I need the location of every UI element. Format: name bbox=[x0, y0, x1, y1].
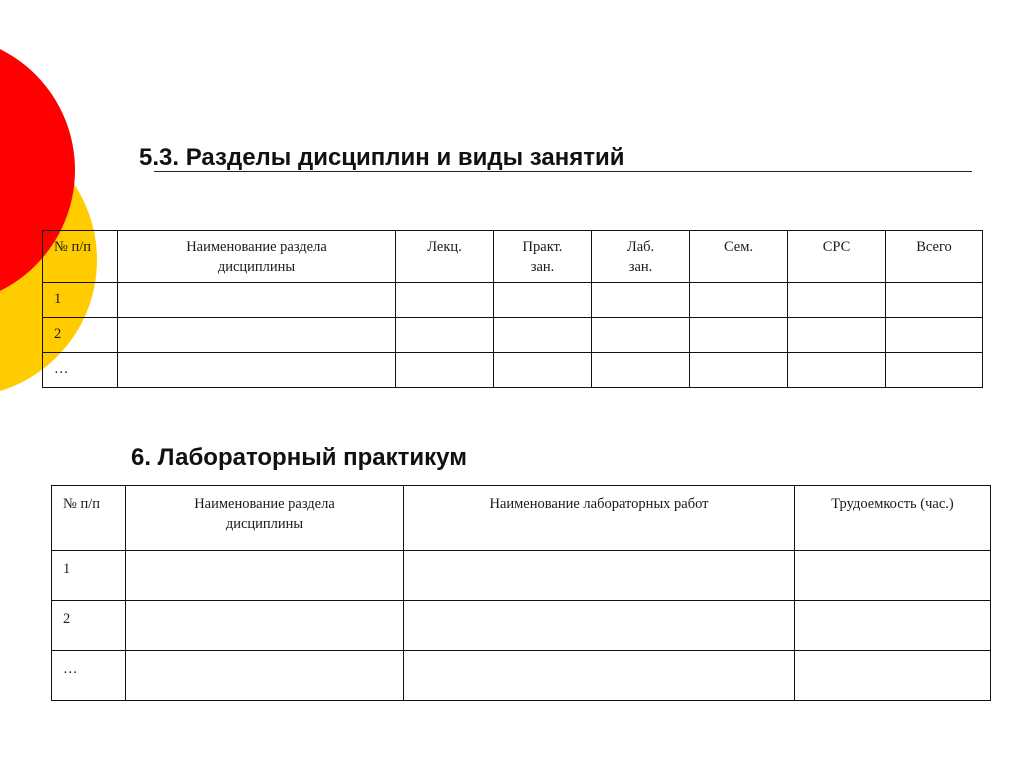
cell-lectures bbox=[396, 353, 494, 388]
header-practice bbox=[494, 231, 592, 283]
section-title-6: 6. Лабораторный практикум bbox=[131, 444, 467, 471]
table-row bbox=[52, 551, 991, 601]
header-labs-line-1: Лаб. bbox=[626, 239, 655, 255]
cell-srs bbox=[788, 318, 886, 353]
cell-practice bbox=[494, 283, 592, 318]
cell-seminars bbox=[690, 318, 788, 353]
cell-section-name bbox=[118, 318, 396, 353]
header-srs: СРС bbox=[788, 231, 886, 283]
header-section-name-line-2: дисциплины bbox=[217, 259, 296, 275]
title-underline bbox=[154, 171, 972, 172]
row-number: 2 bbox=[43, 318, 118, 353]
cell-lectures bbox=[396, 283, 494, 318]
cell-total bbox=[886, 283, 983, 318]
cell-section-name bbox=[126, 651, 404, 701]
header-practice-line-1: Практ. bbox=[522, 239, 563, 255]
cell-labs bbox=[592, 353, 690, 388]
header-hours: Трудоемкость (час.) bbox=[795, 486, 991, 551]
cell-lab-works bbox=[404, 651, 795, 701]
cell-seminars bbox=[690, 353, 788, 388]
cell-labs bbox=[592, 283, 690, 318]
cell-srs bbox=[788, 283, 886, 318]
lab-practicum-table bbox=[51, 485, 991, 701]
row-number: … bbox=[43, 353, 118, 388]
cell-lab-works bbox=[404, 601, 795, 651]
cell-section-name bbox=[126, 551, 404, 601]
cell-total bbox=[886, 353, 983, 388]
table-row bbox=[43, 283, 983, 318]
cell-practice bbox=[494, 353, 592, 388]
cell-total bbox=[886, 318, 983, 353]
cell-section-name bbox=[118, 283, 396, 318]
header-section-name-line-1: Наименование раздела bbox=[186, 239, 327, 255]
table-row bbox=[43, 353, 983, 388]
header-num: № п/п bbox=[52, 486, 126, 551]
header-labs bbox=[592, 231, 690, 283]
table-header-row bbox=[43, 231, 983, 283]
cell-labs bbox=[592, 318, 690, 353]
row-number: 1 bbox=[52, 551, 126, 601]
header-section-name-line-1: Наименование раздела bbox=[194, 496, 335, 512]
sections-table bbox=[42, 230, 983, 388]
cell-section-name bbox=[126, 601, 404, 651]
cell-section-name bbox=[118, 353, 396, 388]
header-practice-line-2: зан. bbox=[530, 259, 555, 275]
row-number: 2 bbox=[52, 601, 126, 651]
header-lectures: Лекц. bbox=[396, 231, 494, 283]
cell-hours bbox=[795, 551, 991, 601]
table-row bbox=[52, 651, 991, 701]
header-num: № п/п bbox=[43, 231, 118, 283]
cell-practice bbox=[494, 318, 592, 353]
header-section-name-line-2: дисциплины bbox=[225, 516, 304, 532]
cell-hours bbox=[795, 601, 991, 651]
cell-hours bbox=[795, 651, 991, 701]
row-number: 1 bbox=[43, 283, 118, 318]
section-title-5-3: 5.3. Разделы дисциплин и виды занятий bbox=[139, 144, 625, 171]
cell-seminars bbox=[690, 283, 788, 318]
header-section-name bbox=[126, 486, 404, 551]
table-header-row bbox=[52, 486, 991, 551]
cell-lectures bbox=[396, 318, 494, 353]
cell-lab-works bbox=[404, 551, 795, 601]
header-total: Всего bbox=[886, 231, 983, 283]
header-lab-works: Наименование лабораторных работ bbox=[404, 486, 795, 551]
cell-srs bbox=[788, 353, 886, 388]
header-labs-line-2: зан. bbox=[628, 259, 653, 275]
table-row bbox=[52, 601, 991, 651]
table-row bbox=[43, 318, 983, 353]
row-number: … bbox=[52, 651, 126, 701]
header-seminars: Сем. bbox=[690, 231, 788, 283]
header-section-name bbox=[118, 231, 396, 283]
